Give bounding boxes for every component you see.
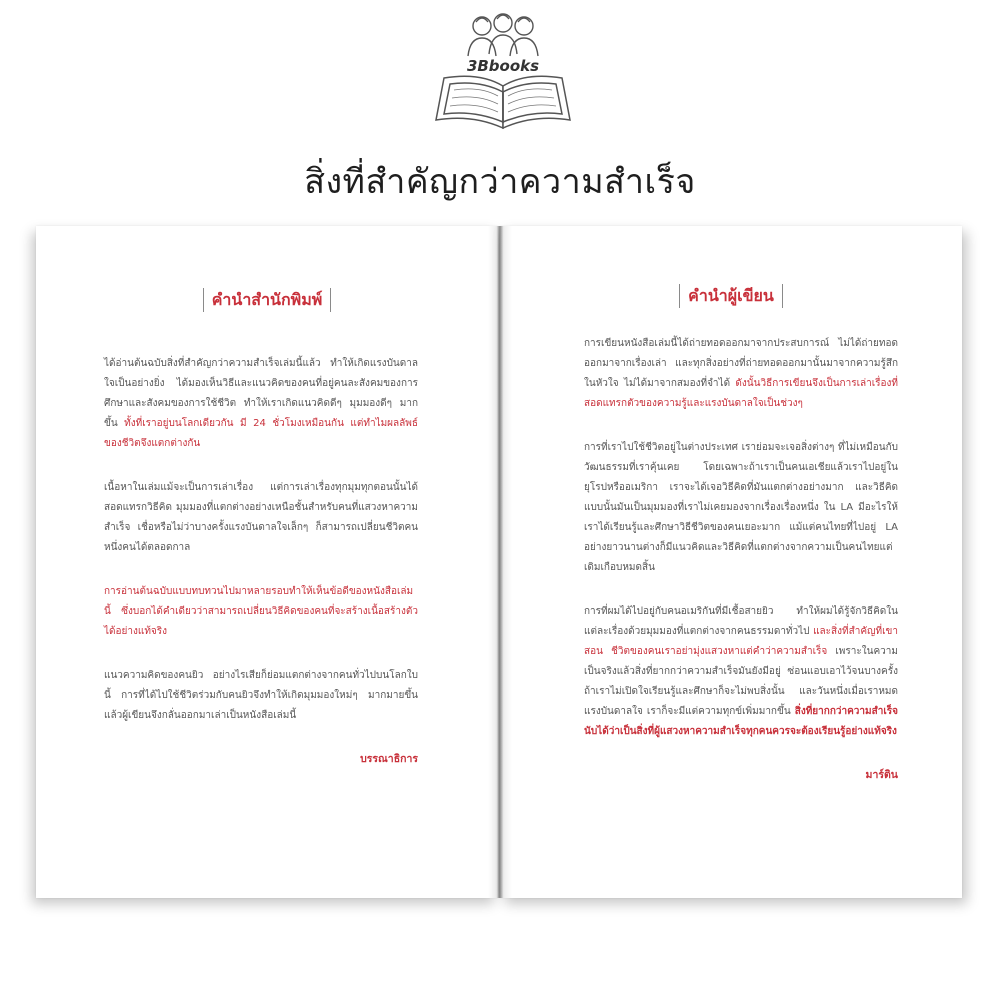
left-paragraph-1: [104, 354, 418, 454]
right-p3-text-c: เพราะในความเป็นจริงแล้วสิ่งที่ยากกว่าความสำเร็จมันยังมีอยู่ ซ่อนแอบเอาไว้จนบางครั้งถ้าเราไม่เปิดใจเรียนรู้และศึกษาก็จะไม่พบสิ่งนั้น และวันหนึ่งเมื่อเราหมดแรงบันดาลใจ เราก็จะมีแต่ความทุกข์เพิ่มมากขึ้น: [584, 646, 898, 717]
right-p1-highlight: ดังนั้นวิธีการเขียนจึงเป็นการเล่าเรื่องที่สอดแทรกตัวของความรู้และแรงบันดาลใจเป็นช่วงๆ: [584, 378, 898, 409]
logo-text: 3Bbooks: [466, 57, 540, 75]
right-paragraph-3: [584, 602, 898, 742]
right-p3-bold-highlight: สิ่งที่ยากกว่าความสำเร็จนับได้ว่าเป็นสิ่งที่ผู้แสวงหาความสำเร็จทุกคนควรจะต้องเรียนรู้อย่างแท้จริง: [584, 706, 898, 737]
left-p1-highlight: ทั้งที่เราอยู่บนโลกเดียวกัน มี 24 ชั่วโมงเหมือนกัน แต่ทำไมผลลัพธ์ของชีวิตจึงแตกต่างกัน: [104, 418, 418, 449]
editor-signature: บรรณาธิการ: [360, 753, 418, 765]
left-page: [36, 226, 498, 898]
right-heading-wrap: [500, 284, 962, 308]
left-p1-text: ได้อ่านต้นฉบับสิ่งที่สำคัญกว่าความสำเร็จเล่มนี้แล้ว ทำให้เกิดแรงบันดาลใจเป็นอย่างยิ่ง ได้มองเห็นวิธีและแนวคิดของคนที่อยู่คนละสังคมของการศึกษาและสังคมของการใช้ชีวิต ทำให้เราเกิดแนวคิดดีๆ มุมมองดีๆ มากขึ้น: [104, 358, 418, 429]
left-paragraph-2: เนื้อหาในเล่มแม้จะเป็นการเล่าเรื่อง แต่การเล่าเรื่องทุกมุมทุกตอนนั้นได้สอดแทรกวิธีคิด มุมมองที่แตกต่างอย่างเหนือชั้นสำหรับคนที่แสวงหาความสำเร็จ เชื่อหรือไม่ว่าบางครั้งแรงบันดาลใจเล็กๆ ก็สามารถเปลี่ยนชีวิตคนหนึ่งคนได้ตลอดกาล: [104, 482, 418, 553]
left-paragraph-3: การอ่านต้นฉบับแบบทบทวนไปมาหลายรอบทำให้เห็นข้อดีของหนังสือเล่มนี้ ซึ่งบอกได้คำเดียวว่าสามารถเปลี่ยนวิธีคิดของคนที่จะสร้างเนื้อสร้างตัวได้อย่างแท้จริง: [104, 586, 418, 637]
left-paragraph-4: แนวความคิดของคนยิว อย่างไรเสียก็ย่อมแตกต่างจากคนทั่วไปบนโลกใบนี้ การที่ได้ไปใช้ชีวิตร่วมกับคนยิวจึงทำให้เกิดมุมมองใหม่ๆ มากมายขึ้น แล้วผู้เขียนจึงกลั่นออกมาเล่าเป็นหนังสือเล่มนี้: [104, 670, 418, 721]
right-paragraph-2: การที่เราไปใช้ชีวิตอยู่ในต่างประเทศ เราย่อมจะเจอสิ่งต่างๆ ที่ไม่เหมือนกับวัฒนธรรมที่เราคุ้นเคย โดยเฉพาะถ้าเราเป็นคนเอเชียแล้วเราไปอยู่ในยุโรปหรืออเมริกา เราจะได้เจอวิธีคิดที่มันแตกต่างอย่างมาก และวิธีคิดแบบนั้นมันเป็นมุมมองที่เราไม่เคยมองจากเรื่องเรื่องหนึ่ง ใน LA มีอะไรให้เราได้เรียนรู้และศึกษาวิธีชีวิตของคนเยอะมาก แม้แต่คนไทยที่ไปอยู่ LA อย่างยาวนานต่างก็มีแนวคิดและวิธีคิดที่แตกต่างจากความเป็นคนไทยแต่เดิมเกือบหมดสิ้น: [584, 442, 898, 573]
right-p3-highlight: และสิ่งที่สำคัญที่เขาสอน ชีวิตของคนเราอย่ามุ่งแสวงหาแต่คำว่าความสำเร็จ: [584, 626, 898, 657]
left-content: [104, 354, 418, 767]
book-gutter-shadow: [488, 226, 512, 898]
author-signature: มาร์ติน: [865, 769, 898, 781]
right-p3-text-a: การที่ผมได้ไปอยู่กับคนอเมริกันที่มีเชื้อสายยิว ทำให้ผมได้รู้จักวิธีคิดในแต่ละเรื่องด้วยมุมมองที่แตกต่างจากคนธรรมดาทั่วไป: [584, 606, 898, 637]
right-page: [500, 226, 962, 898]
left-heading-wrap: [36, 288, 498, 312]
right-paragraph-1: [584, 334, 898, 414]
right-p1-text: การเขียนหนังสือเล่มนี้ได้ถ่ายทอดออกมาจากประสบการณ์ ไม่ได้ถ่ายทอดออกมาจากเรื่องเล่า และทุกสิ่งอย่างที่ถ่ายทอดออกมานั้นมาจากความรู้สึกในหัวใจ ไม่ได้มาจากสมองที่จำได้: [584, 338, 898, 389]
right-content: [584, 334, 898, 783]
publisher-preface-heading: คำนำสำนักพิมพ์: [203, 288, 332, 312]
page-title: สิ่งที่สำคัญกว่าความสำเร็จ: [304, 162, 696, 202]
author-preface-heading: คำนำผู้เขียน: [679, 284, 783, 308]
3bbooks-logo: [430, 8, 576, 136]
open-book-with-readers-logo: [430, 8, 576, 136]
